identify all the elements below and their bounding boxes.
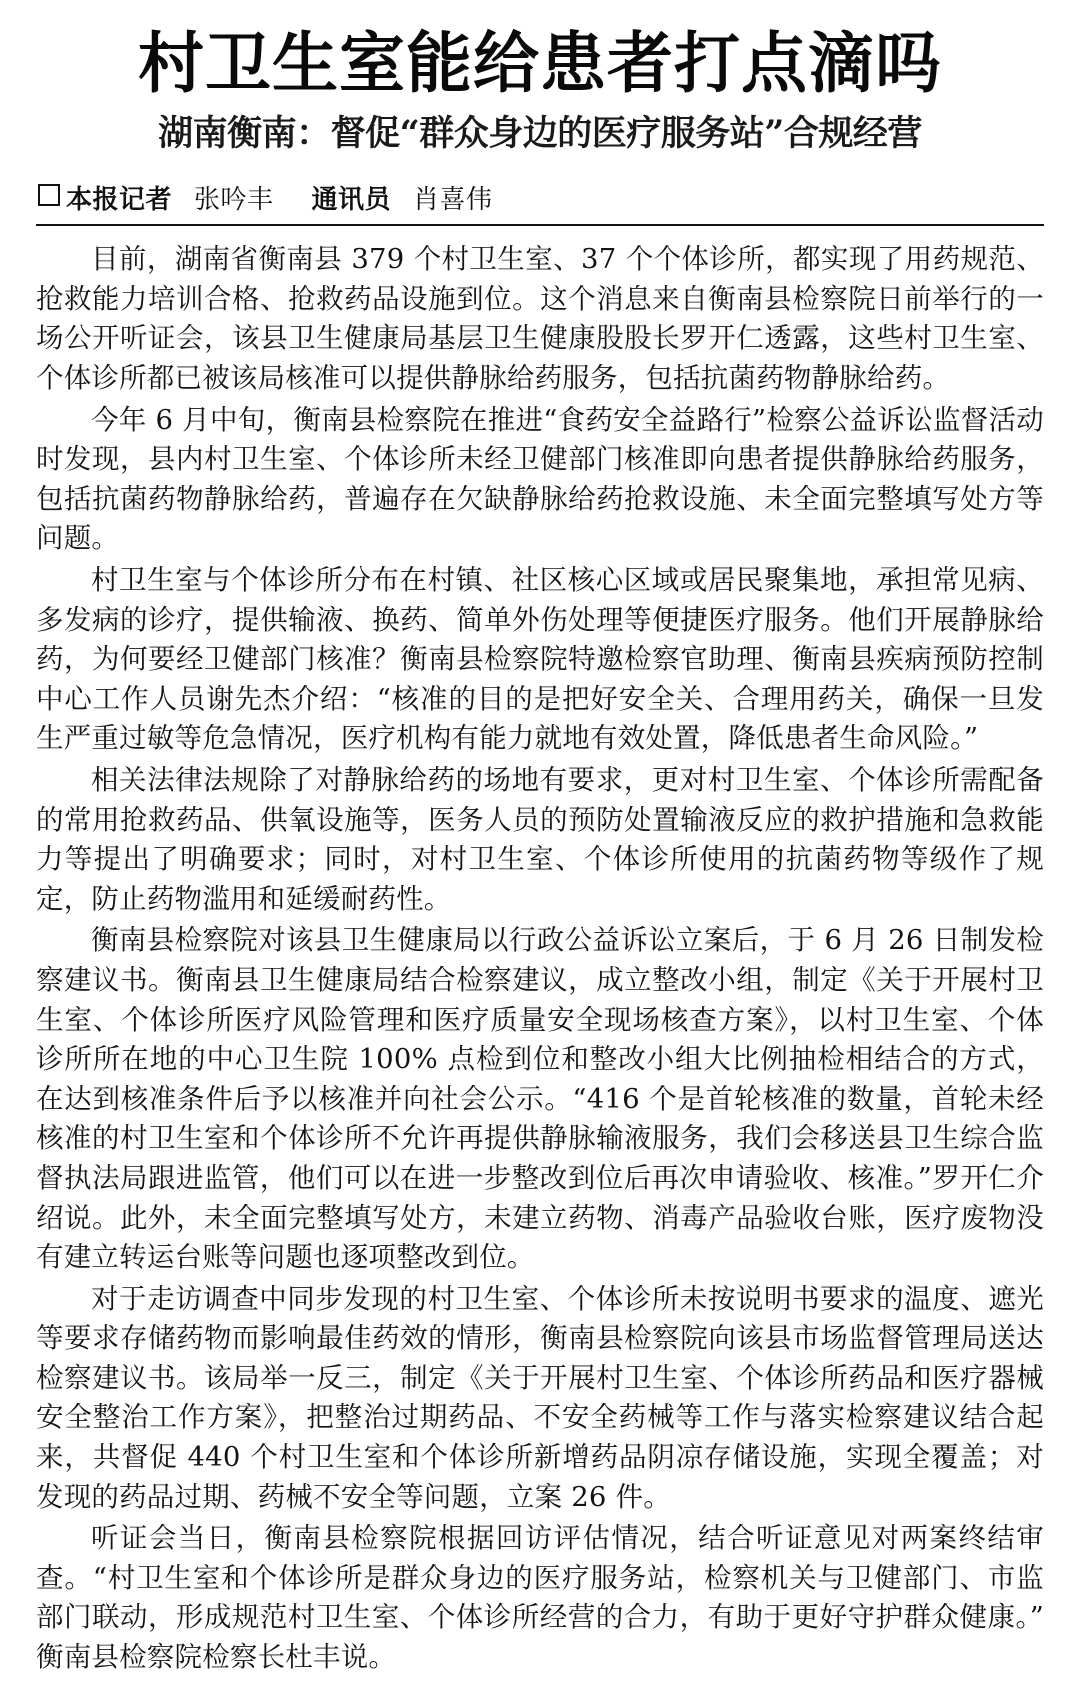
article-paragraph: 村卫生室与个体诊所分布在村镇、社区核心区域或居民聚集地，承担常见病、多发病的诊疗，提供输液、换药、简单外伤处理等便捷医疗服务。他们开展静脉给药，为何要经卫健部门核准？衡南县检察院特邀检察官助理、衡南县疾病预防控制中心工作人员谢先杰介绍：“核准的目的是把好安全关、合理用药关，确保一旦发生严重过敏等危急情况，医疗机构有能力就地有效处置，降低患者生命风险。” xyxy=(36,564,1044,755)
page-title: 村卫生室能给患者打点滴吗 xyxy=(138,25,942,102)
bullet-square-icon xyxy=(38,184,60,206)
article-body xyxy=(36,240,1044,1677)
byline-divider xyxy=(36,224,1044,226)
article-paragraph: 对于走访调查中同步发现的村卫生室、个体诊所未按说明书要求的温度、遮光等要求存储药物而影响最佳药效的情形，衡南县检察院向该县市场监督管理局送达检察建议书。该局举一反三，制定《关于开展村卫生室、个体诊所药品和医疗器械安全整治工作方案》，把整治过期药品、不安全药械等工作与落实检察建议结合起来，共督促 440 个村卫生室和个体诊所新增药品阴凉存储设施，实现全覆盖；对发现的药品过期、药械不安全等问题，立案 26 件。 xyxy=(36,1282,1044,1513)
article-subtitle: 湖南衡南：督促“群众身边的医疗服务站”合规经营 xyxy=(158,113,922,155)
byline-correspondent-label: 通讯员 xyxy=(311,185,392,216)
byline-reporter-name: 张吟丰 xyxy=(194,185,274,216)
article-paragraph: 今年 6 月中旬，衡南县检察院在推进“食药安全益路行”检察公益诉讼监督活动时发现，县内村卫生室、个体诊所未经卫健部门核准即向患者提供静脉给药服务，包括抗菌药物静脉给药，普遍存在欠缺静脉给药抢救设施、未全面完整填写处方等问题。 xyxy=(36,403,1044,555)
byline-correspondent-name: 肖喜伟 xyxy=(413,185,493,216)
article-paragraph: 相关法律法规除了对静脉给药的场地有要求，更对村卫生室、个体诊所需配备的常用抢救药品、供氧设施等，医务人员的预防处置输液反应的救护措施和急救能力等提出了明确要求；同时，对村卫生室、个体诊所使用的抗菌药物等级作了规定，防止药物滥用和延缓耐药性。 xyxy=(36,763,1044,915)
article-paragraph: 衡南县检察院对该县卫生健康局以行政公益诉讼立案后，于 6 月 26 日制发检察建议书。衡南县卫生健康局结合检察建议，成立整改小组，制定《关于开展村卫生室、个体诊所医疗风险管理和医疗质量安全现场核查方案》，以村卫生室、个体诊所所在地的中心卫生院 100% 点检到位和整改小组大比例抽检相结合的方式，在达到核准条件后予以核准并向社会公示。“416 个是首轮核准的数量，首轮未经核准的村卫生室和个体诊所不允许再提供静脉输液服务，我们会移送县卫生综合监督执法局跟进监管，他们可以在进一步整改到位后再次申请验收、核准。”罗开仁介绍说。此外，未全面完整填写处方，未建立药物、消毒产品验收台账，医疗废物没有建立转运台账等问题也逐项整改到位。 xyxy=(36,924,1044,1274)
byline xyxy=(38,179,1044,216)
article-paragraph: 听证会当日，衡南县检察院根据回访评估情况，结合听证意见对两案终结审查。“村卫生室和个体诊所是群众身边的医疗服务站，检察机关与卫健部门、市监部门联动，形成规范村卫生室、个体诊所经营的合力，有助于更好守护群众健康。”衡南县检察院检察长杜丰说。 xyxy=(36,1522,1044,1674)
article-paragraph: 目前，湖南省衡南县 379 个村卫生室、37 个个体诊所，都实现了用药规范、抢救能力培训合格、抢救药品设施到位。这个消息来自衡南县检察院日前举行的一场公开听证会，该县卫生健康局基层卫生健康股股长罗开仁透露，这些村卫生室、个体诊所都已被该局核准可以提供静脉给药服务，包括抗菌药物静脉给药。 xyxy=(36,243,1044,395)
byline-reporter-label: 本报记者 xyxy=(66,185,173,216)
